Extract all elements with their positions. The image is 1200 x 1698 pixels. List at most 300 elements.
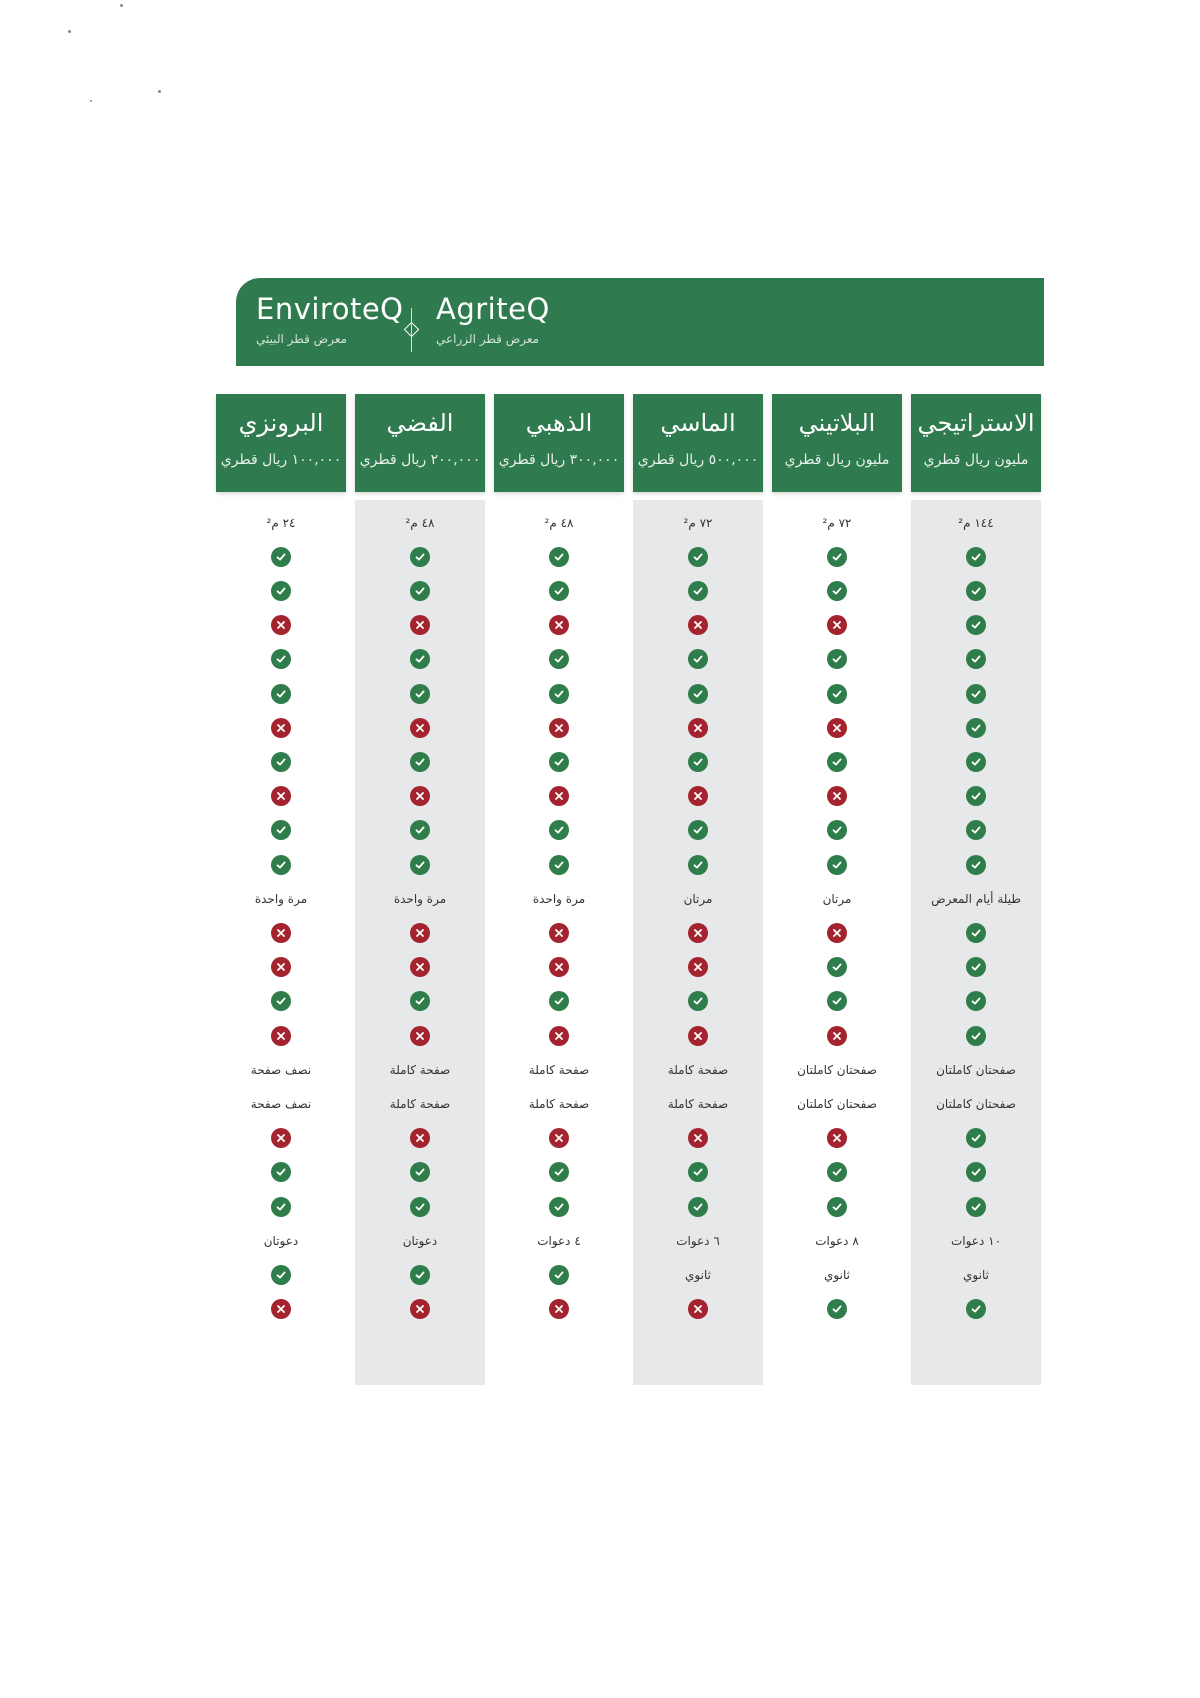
cross-circle-icon bbox=[827, 718, 847, 738]
table-cell bbox=[494, 1053, 624, 1086]
table-cell bbox=[772, 677, 902, 710]
table-cell bbox=[494, 848, 624, 881]
table-cell bbox=[772, 848, 902, 881]
table-cell bbox=[911, 745, 1041, 778]
table-cell bbox=[772, 1156, 902, 1189]
table-cell bbox=[355, 609, 485, 642]
cross-circle-icon bbox=[549, 957, 569, 977]
cross-circle-icon bbox=[688, 786, 708, 806]
check-circle-icon bbox=[827, 649, 847, 669]
cell-text: ٤٨ م² bbox=[405, 515, 435, 530]
table-cell bbox=[355, 711, 485, 744]
table-cell bbox=[633, 985, 763, 1018]
cross-circle-icon bbox=[271, 718, 291, 738]
check-circle-icon bbox=[410, 752, 430, 772]
tier-price: ٥٠٠,٠٠٠ ريال قطري bbox=[637, 452, 759, 468]
table-cell bbox=[911, 609, 1041, 642]
table-cell bbox=[633, 574, 763, 607]
table-cell bbox=[355, 1122, 485, 1155]
check-circle-icon bbox=[271, 991, 291, 1011]
check-circle-icon bbox=[966, 615, 986, 635]
table-cell bbox=[772, 1258, 902, 1291]
check-circle-icon bbox=[688, 581, 708, 601]
check-circle-icon bbox=[827, 547, 847, 567]
table-cell bbox=[216, 985, 346, 1018]
check-circle-icon bbox=[966, 684, 986, 704]
table-cell bbox=[911, 951, 1041, 984]
table-cell bbox=[355, 1258, 485, 1291]
table-cell bbox=[633, 506, 763, 539]
table-cell bbox=[911, 1122, 1041, 1155]
table-cell bbox=[355, 1156, 485, 1189]
check-circle-icon bbox=[966, 752, 986, 772]
check-circle-icon bbox=[549, 1197, 569, 1217]
table-cell bbox=[633, 1087, 763, 1120]
table-cell bbox=[216, 1224, 346, 1257]
cell-text: ٢٤ م² bbox=[266, 515, 296, 530]
table-cell bbox=[494, 745, 624, 778]
table-cell bbox=[633, 677, 763, 710]
check-circle-icon bbox=[688, 855, 708, 875]
table-cell bbox=[355, 882, 485, 915]
check-circle-icon bbox=[410, 1197, 430, 1217]
tier-price: ٢٠٠,٠٠٠ ريال قطري bbox=[359, 452, 481, 468]
check-circle-icon bbox=[688, 1197, 708, 1217]
check-circle-icon bbox=[966, 1162, 986, 1182]
table-cell bbox=[494, 1258, 624, 1291]
table-cell bbox=[355, 1019, 485, 1052]
cell-text: ٦ دعوات bbox=[676, 1233, 720, 1248]
check-circle-icon bbox=[966, 547, 986, 567]
check-circle-icon bbox=[410, 1162, 430, 1182]
check-circle-icon bbox=[966, 1197, 986, 1217]
cross-circle-icon bbox=[549, 1299, 569, 1319]
tier-price: مليون ريال قطري bbox=[923, 452, 1029, 468]
scan-speck bbox=[120, 4, 123, 7]
cross-circle-icon bbox=[688, 1299, 708, 1319]
check-circle-icon bbox=[410, 855, 430, 875]
check-circle-icon bbox=[410, 581, 430, 601]
check-circle-icon bbox=[688, 820, 708, 840]
cross-circle-icon bbox=[549, 1026, 569, 1046]
check-circle-icon bbox=[966, 1299, 986, 1319]
check-circle-icon bbox=[827, 1197, 847, 1217]
table-cell bbox=[216, 780, 346, 813]
cross-circle-icon bbox=[271, 1299, 291, 1319]
table-cell bbox=[772, 506, 902, 539]
tier-header bbox=[911, 394, 1041, 492]
cross-circle-icon bbox=[271, 1026, 291, 1046]
table-cell bbox=[772, 1053, 902, 1086]
check-circle-icon bbox=[271, 1265, 291, 1285]
check-circle-icon bbox=[410, 991, 430, 1011]
cell-text: صفحة كاملة bbox=[528, 1062, 590, 1077]
check-circle-icon bbox=[410, 547, 430, 567]
table-cell bbox=[911, 916, 1041, 949]
scan-speck bbox=[158, 90, 161, 93]
table-cell bbox=[911, 780, 1041, 813]
table-cell bbox=[494, 882, 624, 915]
cross-circle-icon bbox=[410, 615, 430, 635]
check-circle-icon bbox=[827, 1299, 847, 1319]
table-cell bbox=[633, 916, 763, 949]
check-circle-icon bbox=[688, 547, 708, 567]
cross-circle-icon bbox=[410, 1026, 430, 1046]
cell-text: مرة واحدة bbox=[254, 891, 308, 906]
check-circle-icon bbox=[271, 820, 291, 840]
table-cell bbox=[216, 814, 346, 847]
table-cell bbox=[216, 506, 346, 539]
table-cell bbox=[216, 951, 346, 984]
check-circle-icon bbox=[549, 820, 569, 840]
table-cell bbox=[494, 1224, 624, 1257]
tier-column bbox=[772, 500, 902, 1385]
cell-text: صفحة كاملة bbox=[389, 1096, 451, 1111]
cell-text: مرتان bbox=[822, 891, 852, 906]
check-circle-icon bbox=[827, 855, 847, 875]
table-cell bbox=[911, 1258, 1041, 1291]
table-cell bbox=[911, 643, 1041, 676]
check-circle-icon bbox=[688, 649, 708, 669]
cell-text: ٧٢ م² bbox=[822, 515, 852, 530]
check-circle-icon bbox=[271, 1197, 291, 1217]
table-cell bbox=[633, 711, 763, 744]
check-circle-icon bbox=[549, 649, 569, 669]
table-cell bbox=[633, 882, 763, 915]
check-circle-icon bbox=[271, 649, 291, 669]
check-circle-icon bbox=[549, 991, 569, 1011]
table-cell bbox=[911, 1224, 1041, 1257]
table-cell bbox=[911, 1190, 1041, 1223]
table-cell bbox=[216, 1087, 346, 1120]
cross-circle-icon bbox=[549, 1128, 569, 1148]
check-circle-icon bbox=[549, 547, 569, 567]
cross-circle-icon bbox=[410, 923, 430, 943]
tier-column bbox=[216, 500, 346, 1385]
table-cell bbox=[633, 1122, 763, 1155]
table-cell bbox=[772, 540, 902, 573]
table-cell bbox=[216, 1019, 346, 1052]
tier-name: البلاتيني bbox=[798, 409, 876, 437]
cell-text: دعوتان bbox=[263, 1233, 299, 1248]
table-cell bbox=[633, 643, 763, 676]
table-cell bbox=[772, 574, 902, 607]
table-cell bbox=[772, 1224, 902, 1257]
cross-circle-icon bbox=[410, 1128, 430, 1148]
table-cell bbox=[772, 1190, 902, 1223]
table-cell bbox=[355, 574, 485, 607]
check-circle-icon bbox=[688, 752, 708, 772]
table-cell bbox=[216, 609, 346, 642]
table-cell bbox=[772, 1122, 902, 1155]
cross-circle-icon bbox=[827, 1128, 847, 1148]
table-cell bbox=[355, 677, 485, 710]
table-cell bbox=[494, 1293, 624, 1326]
table-cell bbox=[494, 643, 624, 676]
table-cell bbox=[911, 677, 1041, 710]
cross-circle-icon bbox=[688, 923, 708, 943]
table-cell bbox=[633, 1258, 763, 1291]
tier-column bbox=[911, 500, 1041, 1385]
check-circle-icon bbox=[688, 684, 708, 704]
check-circle-icon bbox=[271, 547, 291, 567]
table-cell bbox=[911, 1053, 1041, 1086]
tier-header bbox=[355, 394, 485, 492]
table-cell bbox=[911, 1156, 1041, 1189]
table-cell bbox=[494, 814, 624, 847]
table-cell bbox=[216, 916, 346, 949]
table-cell bbox=[355, 506, 485, 539]
table-cell bbox=[355, 745, 485, 778]
cross-circle-icon bbox=[827, 923, 847, 943]
table-cell bbox=[633, 540, 763, 573]
tier-name: البرونزي bbox=[238, 409, 324, 437]
cell-text: طيلة أيام المعرض bbox=[931, 891, 1021, 906]
table-cell bbox=[355, 814, 485, 847]
table-cell bbox=[772, 882, 902, 915]
table-cell bbox=[911, 1019, 1041, 1052]
table-cell bbox=[494, 951, 624, 984]
cell-text: صفحة كاملة bbox=[389, 1062, 451, 1077]
check-circle-icon bbox=[410, 649, 430, 669]
table-cell bbox=[355, 985, 485, 1018]
table-cell bbox=[355, 1087, 485, 1120]
cell-text: ٨ دعوات bbox=[815, 1233, 859, 1248]
cross-circle-icon bbox=[549, 786, 569, 806]
tier-column bbox=[494, 500, 624, 1385]
check-circle-icon bbox=[410, 684, 430, 704]
table-cell bbox=[911, 711, 1041, 744]
table-cell bbox=[772, 916, 902, 949]
cell-text: صفحة كاملة bbox=[667, 1062, 729, 1077]
check-circle-icon bbox=[549, 581, 569, 601]
table-cell bbox=[911, 506, 1041, 539]
table-cell bbox=[772, 1019, 902, 1052]
cell-text: ٤٨ م² bbox=[544, 515, 574, 530]
cell-text: نصف صفحة bbox=[250, 1096, 312, 1111]
table-cell bbox=[772, 814, 902, 847]
cross-circle-icon bbox=[271, 615, 291, 635]
table-cell bbox=[355, 951, 485, 984]
table-cell bbox=[355, 1224, 485, 1257]
check-circle-icon bbox=[827, 684, 847, 704]
table-cell bbox=[772, 1087, 902, 1120]
table-cell bbox=[772, 745, 902, 778]
table-cell bbox=[772, 1293, 902, 1326]
tier-column bbox=[633, 500, 763, 1385]
check-circle-icon bbox=[827, 957, 847, 977]
table-cell bbox=[911, 814, 1041, 847]
cell-text: صفحتان كاملتان bbox=[936, 1062, 1016, 1077]
cell-text: مرتان bbox=[683, 891, 713, 906]
tier-column bbox=[355, 500, 485, 1385]
check-circle-icon bbox=[271, 752, 291, 772]
table-cell bbox=[494, 1087, 624, 1120]
cell-text: مرة واحدة bbox=[393, 891, 447, 906]
table-cell bbox=[355, 1293, 485, 1326]
check-circle-icon bbox=[271, 1162, 291, 1182]
cross-circle-icon bbox=[827, 1026, 847, 1046]
cross-circle-icon bbox=[549, 718, 569, 738]
tier-name: الذهبي bbox=[525, 409, 593, 437]
tier-price: ٣٠٠,٠٠٠ ريال قطري bbox=[498, 452, 620, 468]
tier-header bbox=[494, 394, 624, 492]
tier-name: الفضي bbox=[386, 409, 454, 437]
brand-name: EnviroteQ bbox=[256, 292, 404, 326]
cell-text: صفحتان كاملتان bbox=[797, 1096, 877, 1111]
enviroteq-logo bbox=[256, 292, 404, 346]
table-cell bbox=[494, 916, 624, 949]
table-cell bbox=[216, 540, 346, 573]
table-cell bbox=[772, 985, 902, 1018]
table-cell bbox=[216, 643, 346, 676]
table-cell bbox=[633, 1053, 763, 1086]
cross-circle-icon bbox=[827, 786, 847, 806]
table-cell bbox=[494, 711, 624, 744]
check-circle-icon bbox=[271, 684, 291, 704]
check-circle-icon bbox=[966, 581, 986, 601]
cross-circle-icon bbox=[271, 957, 291, 977]
cell-text: دعوتان bbox=[402, 1233, 438, 1248]
table-cell bbox=[633, 1293, 763, 1326]
table-cell bbox=[494, 677, 624, 710]
table-cell bbox=[494, 1122, 624, 1155]
cross-circle-icon bbox=[688, 957, 708, 977]
table-cell bbox=[911, 574, 1041, 607]
tier-name: الاستراتيجي bbox=[917, 409, 1035, 437]
check-circle-icon bbox=[688, 991, 708, 1011]
cross-circle-icon bbox=[827, 615, 847, 635]
table-cell bbox=[494, 574, 624, 607]
cross-circle-icon bbox=[410, 957, 430, 977]
check-circle-icon bbox=[827, 1162, 847, 1182]
cross-circle-icon bbox=[410, 718, 430, 738]
tier-header bbox=[772, 394, 902, 492]
check-circle-icon bbox=[549, 1162, 569, 1182]
tier-header bbox=[216, 394, 346, 492]
table-cell bbox=[911, 1293, 1041, 1326]
cross-circle-icon bbox=[549, 615, 569, 635]
cross-circle-icon bbox=[410, 786, 430, 806]
table-cell bbox=[216, 882, 346, 915]
check-circle-icon bbox=[966, 1026, 986, 1046]
cell-text: صفحتان كاملتان bbox=[936, 1096, 1016, 1111]
table-cell bbox=[216, 1122, 346, 1155]
cross-circle-icon bbox=[271, 786, 291, 806]
cross-circle-icon bbox=[688, 1128, 708, 1148]
table-cell bbox=[911, 1087, 1041, 1120]
table-cell bbox=[494, 540, 624, 573]
cross-circle-icon bbox=[271, 923, 291, 943]
table-cell bbox=[216, 574, 346, 607]
check-circle-icon bbox=[966, 649, 986, 669]
table-cell bbox=[633, 1019, 763, 1052]
table-cell bbox=[633, 814, 763, 847]
check-circle-icon bbox=[966, 786, 986, 806]
table-cell bbox=[633, 745, 763, 778]
check-circle-icon bbox=[549, 1265, 569, 1285]
cell-text: نصف صفحة bbox=[250, 1062, 312, 1077]
check-circle-icon bbox=[827, 991, 847, 1011]
cell-text: ثانوي bbox=[963, 1267, 989, 1282]
brand-subtitle: معرض قطر البيئي bbox=[256, 332, 348, 346]
scan-speck bbox=[68, 30, 71, 33]
check-circle-icon bbox=[966, 855, 986, 875]
check-circle-icon bbox=[966, 991, 986, 1011]
table-cell bbox=[911, 985, 1041, 1018]
check-circle-icon bbox=[549, 855, 569, 875]
check-circle-icon bbox=[549, 684, 569, 704]
table-cell bbox=[911, 882, 1041, 915]
cell-text: ١٤٤ م² bbox=[958, 515, 994, 530]
table-cell bbox=[772, 609, 902, 642]
table-cell bbox=[355, 780, 485, 813]
table-cell bbox=[216, 745, 346, 778]
cross-circle-icon bbox=[549, 923, 569, 943]
tier-header bbox=[633, 394, 763, 492]
table-cell bbox=[355, 848, 485, 881]
table-cell bbox=[911, 848, 1041, 881]
table-cell bbox=[633, 1190, 763, 1223]
table-cell bbox=[633, 1224, 763, 1257]
check-circle-icon bbox=[966, 820, 986, 840]
tier-price: ١٠٠,٠٠٠ ريال قطري bbox=[220, 452, 342, 468]
table-cell bbox=[494, 1190, 624, 1223]
table-cell bbox=[772, 643, 902, 676]
cell-text: ثانوي bbox=[824, 1267, 850, 1282]
table-cell bbox=[772, 780, 902, 813]
header-banner bbox=[236, 278, 1044, 366]
check-circle-icon bbox=[827, 581, 847, 601]
cell-text: مرة واحدة bbox=[532, 891, 586, 906]
table-cell bbox=[216, 1156, 346, 1189]
table-cell bbox=[216, 711, 346, 744]
table-cell bbox=[772, 711, 902, 744]
table-cell bbox=[355, 1190, 485, 1223]
check-circle-icon bbox=[966, 718, 986, 738]
table-cell bbox=[633, 951, 763, 984]
table-cell bbox=[216, 1258, 346, 1291]
check-circle-icon bbox=[966, 923, 986, 943]
cell-text: ١٠ دعوات bbox=[950, 1233, 1002, 1248]
check-circle-icon bbox=[271, 581, 291, 601]
table-cell bbox=[494, 506, 624, 539]
table-cell bbox=[494, 609, 624, 642]
tier-price: مليون ريال قطري bbox=[784, 452, 890, 468]
brand-subtitle: معرض قطر الزراعي bbox=[436, 332, 540, 346]
check-circle-icon bbox=[966, 1128, 986, 1148]
cell-text: صفحة كاملة bbox=[667, 1096, 729, 1111]
check-circle-icon bbox=[688, 1162, 708, 1182]
table-cell bbox=[911, 540, 1041, 573]
table-cell bbox=[216, 1190, 346, 1223]
cell-text: صفحتان كاملتان bbox=[797, 1062, 877, 1077]
table-cell bbox=[216, 1053, 346, 1086]
table-cell bbox=[216, 848, 346, 881]
table-cell bbox=[355, 1053, 485, 1086]
table-cell bbox=[494, 780, 624, 813]
table-cell bbox=[494, 1019, 624, 1052]
check-circle-icon bbox=[410, 1265, 430, 1285]
cell-text: صفحة كاملة bbox=[528, 1096, 590, 1111]
cross-circle-icon bbox=[688, 615, 708, 635]
table-cell bbox=[633, 609, 763, 642]
check-circle-icon bbox=[549, 752, 569, 772]
cross-circle-icon bbox=[688, 718, 708, 738]
check-circle-icon bbox=[827, 820, 847, 840]
cross-circle-icon bbox=[688, 1026, 708, 1046]
cell-text: ٤ دعوات bbox=[537, 1233, 581, 1248]
